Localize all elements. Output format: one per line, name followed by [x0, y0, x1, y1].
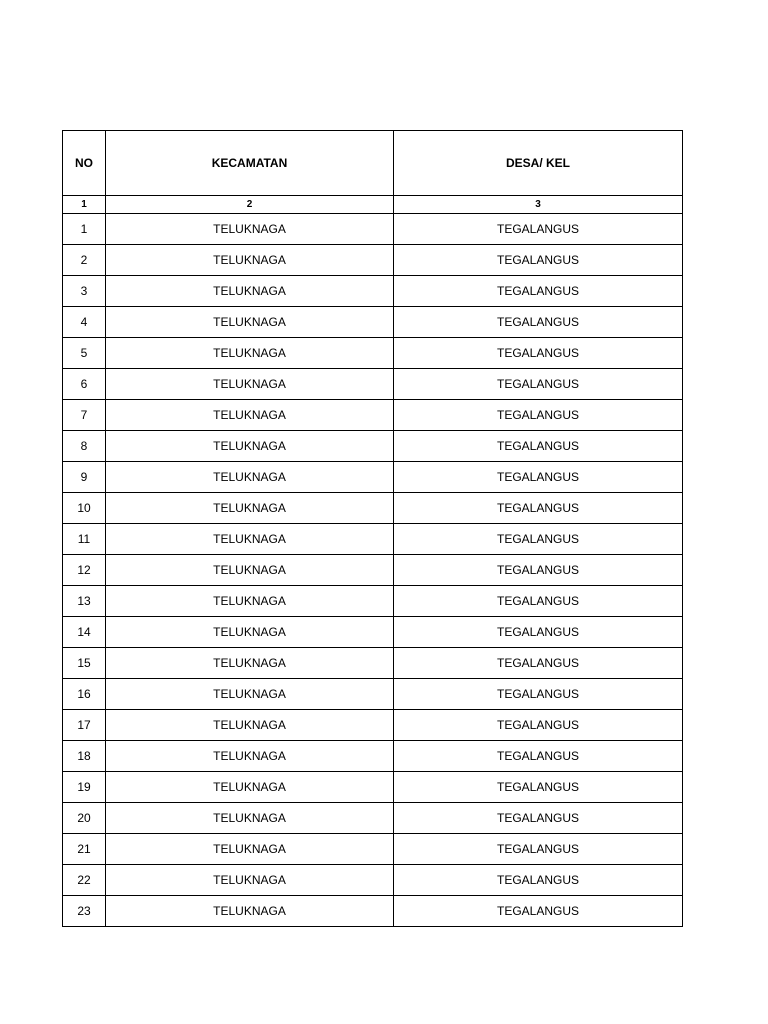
cell-no: 22: [63, 865, 106, 896]
cell-desa-kel: TEGALANGUS: [394, 493, 683, 524]
cell-desa-kel: TEGALANGUS: [394, 307, 683, 338]
cell-kecamatan: TELUKNAGA: [106, 772, 394, 803]
cell-desa-kel: TEGALANGUS: [394, 617, 683, 648]
cell-desa-kel: TEGALANGUS: [394, 772, 683, 803]
cell-kecamatan: TELUKNAGA: [106, 896, 394, 927]
cell-desa-kel: TEGALANGUS: [394, 865, 683, 896]
cell-no: 6: [63, 369, 106, 400]
cell-desa-kel: TEGALANGUS: [394, 741, 683, 772]
column-index-cell: 2: [106, 196, 394, 214]
header-kecamatan: KECAMATAN: [106, 131, 394, 196]
table-body: [63, 214, 683, 927]
cell-kecamatan: TELUKNAGA: [106, 462, 394, 493]
cell-desa-kel: TEGALANGUS: [394, 648, 683, 679]
cell-kecamatan: TELUKNAGA: [106, 307, 394, 338]
cell-kecamatan: TELUKNAGA: [106, 617, 394, 648]
cell-desa-kel: TEGALANGUS: [394, 245, 683, 276]
cell-no: 15: [63, 648, 106, 679]
cell-no: 5: [63, 338, 106, 369]
cell-no: 4: [63, 307, 106, 338]
table-row: [63, 834, 683, 865]
cell-no: 10: [63, 493, 106, 524]
cell-no: 16: [63, 679, 106, 710]
table-row: [63, 648, 683, 679]
cell-kecamatan: TELUKNAGA: [106, 524, 394, 555]
column-index-row: [63, 196, 683, 214]
cell-desa-kel: TEGALANGUS: [394, 524, 683, 555]
cell-desa-kel: TEGALANGUS: [394, 555, 683, 586]
cell-desa-kel: TEGALANGUS: [394, 431, 683, 462]
header-desa-kel: DESA/ KEL: [394, 131, 683, 196]
table-row: [63, 772, 683, 803]
column-index-cell: 1: [63, 196, 106, 214]
cell-no: 3: [63, 276, 106, 307]
cell-kecamatan: TELUKNAGA: [106, 245, 394, 276]
cell-kecamatan: TELUKNAGA: [106, 555, 394, 586]
header-no: NO: [63, 131, 106, 196]
cell-no: 9: [63, 462, 106, 493]
cell-kecamatan: TELUKNAGA: [106, 710, 394, 741]
cell-kecamatan: TELUKNAGA: [106, 803, 394, 834]
cell-desa-kel: TEGALANGUS: [394, 679, 683, 710]
cell-no: 7: [63, 400, 106, 431]
cell-no: 19: [63, 772, 106, 803]
cell-kecamatan: TELUKNAGA: [106, 648, 394, 679]
cell-kecamatan: TELUKNAGA: [106, 431, 394, 462]
table-row: [63, 896, 683, 927]
column-index-cell: 3: [394, 196, 683, 214]
table-row: [63, 524, 683, 555]
cell-desa-kel: TEGALANGUS: [394, 276, 683, 307]
cell-desa-kel: TEGALANGUS: [394, 214, 683, 245]
table-row: [63, 214, 683, 245]
cell-kecamatan: TELUKNAGA: [106, 400, 394, 431]
table-row: [63, 865, 683, 896]
cell-kecamatan: TELUKNAGA: [106, 834, 394, 865]
table-row: [63, 493, 683, 524]
cell-no: 13: [63, 586, 106, 617]
cell-kecamatan: TELUKNAGA: [106, 276, 394, 307]
table-header-row: [63, 131, 683, 196]
cell-kecamatan: TELUKNAGA: [106, 338, 394, 369]
cell-no: 14: [63, 617, 106, 648]
cell-desa-kel: TEGALANGUS: [394, 369, 683, 400]
table-row: [63, 276, 683, 307]
cell-desa-kel: TEGALANGUS: [394, 400, 683, 431]
cell-no: 2: [63, 245, 106, 276]
cell-kecamatan: TELUKNAGA: [106, 865, 394, 896]
cell-no: 21: [63, 834, 106, 865]
cell-kecamatan: TELUKNAGA: [106, 493, 394, 524]
cell-kecamatan: TELUKNAGA: [106, 586, 394, 617]
cell-desa-kel: TEGALANGUS: [394, 803, 683, 834]
data-table: [62, 130, 683, 927]
cell-kecamatan: TELUKNAGA: [106, 369, 394, 400]
cell-no: 17: [63, 710, 106, 741]
table-row: [63, 555, 683, 586]
cell-desa-kel: TEGALANGUS: [394, 462, 683, 493]
table-row: [63, 586, 683, 617]
cell-no: 12: [63, 555, 106, 586]
table-row: [63, 338, 683, 369]
cell-kecamatan: TELUKNAGA: [106, 214, 394, 245]
cell-no: 20: [63, 803, 106, 834]
cell-desa-kel: TEGALANGUS: [394, 338, 683, 369]
table-row: [63, 369, 683, 400]
table-row: [63, 462, 683, 493]
table-row: [63, 741, 683, 772]
table-row: [63, 400, 683, 431]
cell-kecamatan: TELUKNAGA: [106, 741, 394, 772]
cell-no: 8: [63, 431, 106, 462]
table-row: [63, 307, 683, 338]
table-row: [63, 803, 683, 834]
cell-desa-kel: TEGALANGUS: [394, 586, 683, 617]
table-row: [63, 710, 683, 741]
table-row: [63, 245, 683, 276]
table-row: [63, 617, 683, 648]
cell-no: 18: [63, 741, 106, 772]
table-row: [63, 431, 683, 462]
cell-no: 11: [63, 524, 106, 555]
cell-no: 23: [63, 896, 106, 927]
table-row: [63, 679, 683, 710]
cell-kecamatan: TELUKNAGA: [106, 679, 394, 710]
cell-desa-kel: TEGALANGUS: [394, 896, 683, 927]
cell-no: 1: [63, 214, 106, 245]
cell-desa-kel: TEGALANGUS: [394, 710, 683, 741]
cell-desa-kel: TEGALANGUS: [394, 834, 683, 865]
